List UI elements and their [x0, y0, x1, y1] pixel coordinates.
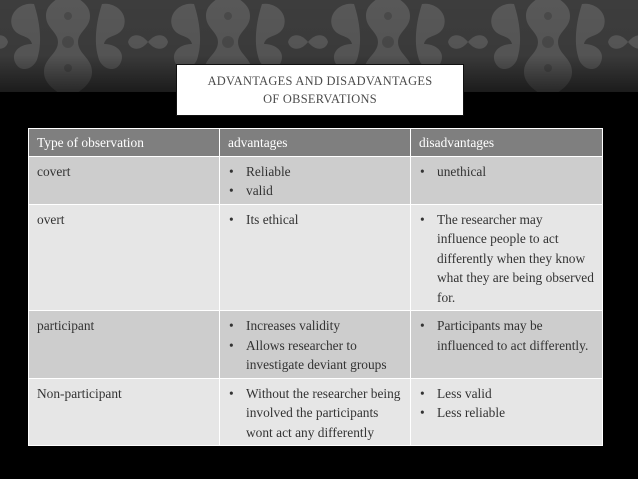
- slide-title: [208, 72, 433, 108]
- table-row-participant: [29, 311, 603, 379]
- cell-disadvantages: [411, 204, 603, 311]
- slide-title-box: [176, 64, 464, 116]
- column-header-type: Type of observation: [29, 129, 220, 157]
- cell-type: Non-participant: [29, 378, 220, 446]
- list-item: • Less valid: [419, 384, 594, 404]
- slide-title-line-1: ADVANTAGES AND DISADVANTAGES: [207, 74, 433, 88]
- disadvantages-list: [419, 162, 594, 182]
- cell-type: overt: [29, 204, 220, 311]
- table-header: [29, 129, 603, 157]
- list-item: • Less reliable: [419, 403, 594, 423]
- column-header-disadvantages: disadvantages: [411, 129, 603, 157]
- list-item: • The researcher may influence people to act differently when they know what they are being observed for.: [419, 210, 594, 308]
- list-item: • Reliable: [228, 162, 402, 182]
- cell-advantages: [220, 204, 411, 311]
- cell-disadvantages: [411, 311, 603, 379]
- cell-disadvantages: [411, 156, 603, 204]
- disadvantages-list: [419, 210, 594, 308]
- cell-advantages: [220, 378, 411, 446]
- advantages-list: [228, 210, 402, 230]
- table-row-non-participant: [29, 378, 603, 446]
- cell-advantages: [220, 156, 411, 204]
- advantages-list: [228, 384, 402, 443]
- cell-type: participant: [29, 311, 220, 379]
- cell-type: covert: [29, 156, 220, 204]
- table-body: [29, 156, 603, 446]
- disadvantages-list: [419, 316, 594, 355]
- disadvantages-list: [419, 384, 594, 423]
- advantages-list: [228, 162, 402, 201]
- table-header-row: [29, 129, 603, 157]
- list-item: • Without the researcher being involved the participants wont act any differently: [228, 384, 402, 443]
- cell-disadvantages: [411, 378, 603, 446]
- list-item: • unethical: [419, 162, 594, 182]
- list-item: • Participants may be influenced to act differently.: [419, 316, 594, 355]
- cell-advantages: [220, 311, 411, 379]
- list-item: • Allows researcher to investigate deviant groups: [228, 336, 402, 375]
- slide-title-line-2: OF OBSERVATIONS: [263, 92, 377, 106]
- advantages-list: [228, 316, 402, 375]
- list-item: • Its ethical: [228, 210, 402, 230]
- table-row-overt: [29, 204, 603, 311]
- list-item: • valid: [228, 181, 402, 201]
- list-item: • Increases validity: [228, 316, 402, 336]
- column-header-advantages: advantages: [220, 129, 411, 157]
- observations-table: [28, 128, 603, 446]
- table-row-covert: [29, 156, 603, 204]
